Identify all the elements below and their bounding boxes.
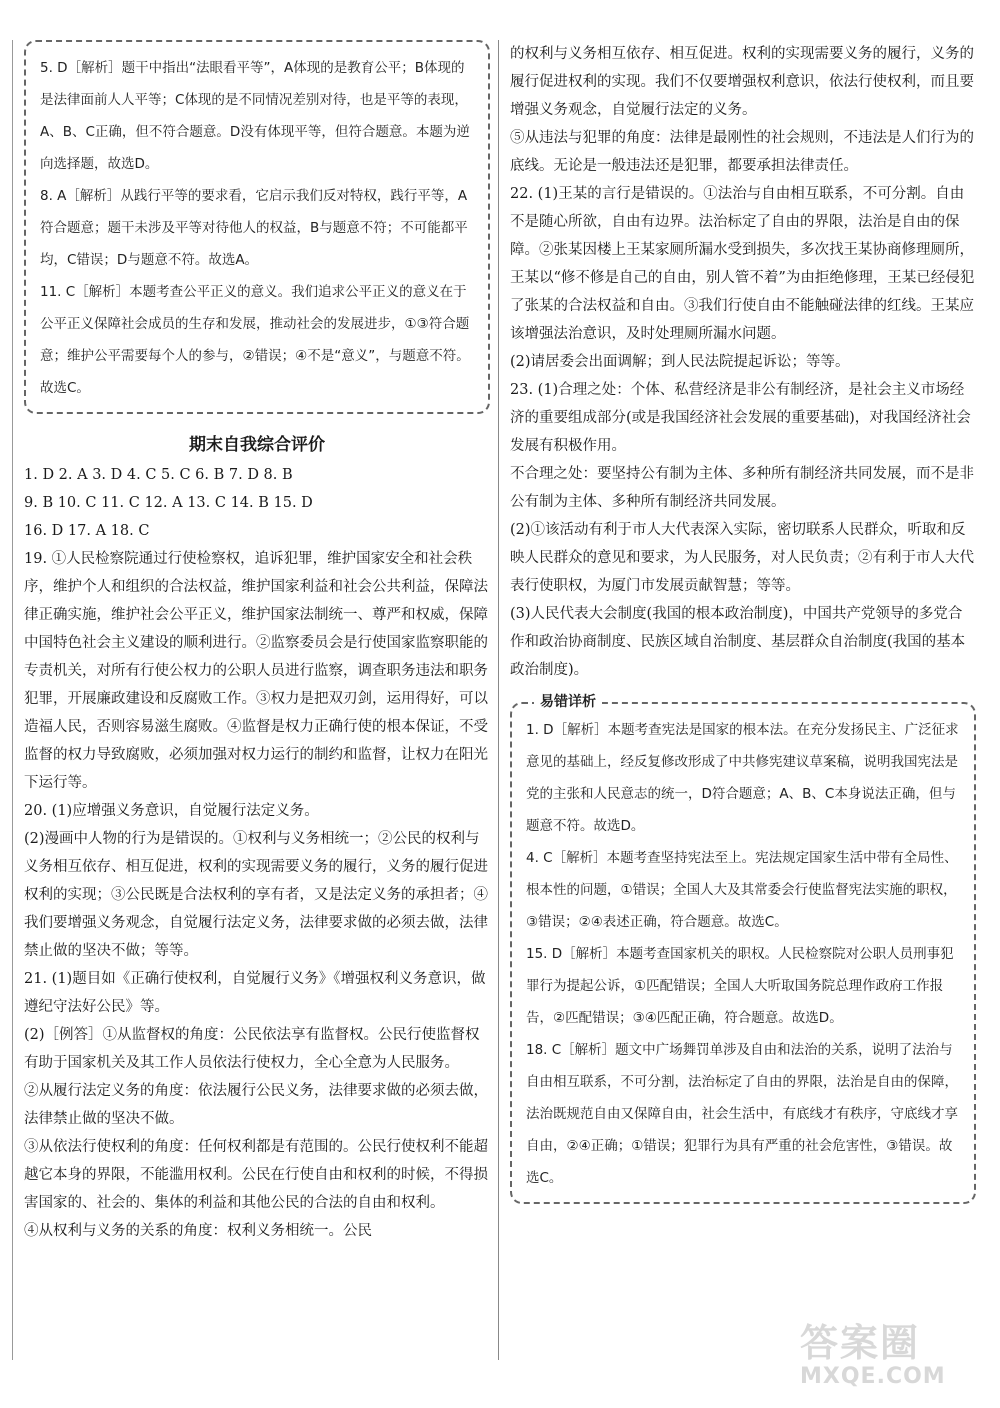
box-item: 18. C［解析］题文中广场舞罚单涉及自由和法治的关系，说明了法治与自由相互联系，不可分割，法治标定了自由的界限，法治是自由的保障，法治既规范自由又保障自由，社会生活中，有底线才有秩序，守底线才享自由，②④正确；①错误；犯罪行为具有严重的社会危害性，③错误。故选C。 [526,1042,958,1186]
section-title: 期末自我综合评价 [189,435,325,455]
question-21-continued: 的权利与义务相互依存、相互促进。权利的实现需要义务的履行，义务的履行促进权利的实现。我们不仅要增强权利意识，依法行使权利，而且要增强义务观念，自觉履行法定的义务。 [510,46,974,118]
question-21-part-2: (2)［例答］①从监督权的角度：公民依法享有监督权。公民行使监督权有助于国家机关及其工作人员依法行使权力，全心全意为人民服务。 [24,1027,480,1071]
box-item: 1. D［解析］本题考查宪法是国家的根本法。在充分发扬民主、广泛征求意见的基础上，经反复修改形成了中共修宪建议草案稿，说明我国宪法是党的主张和人民意志的统一，D符合题意；A、B、C本身说法正确，但与题意不符。故选D。 [526,722,959,834]
question-21-part-5: ④从权利与义务的关系的角度：权利义务相统一。公民 [24,1223,372,1239]
left-edge-rule [12,40,13,1360]
question-21-part-3: ②从履行法定义务的角度：依法履行公民义务，法律要求做的必须去做，法律禁止做的坚决不做。 [24,1083,488,1127]
box-item: 11. C［解析］本题考查公平正义的意义。我们追求公平正义的意义在于公平正义保障社会成员的生存和发展，推动社会的发展进步，①③符合题意；维护公平需要每个人的参与，②错误；④不是“意义”，与题意不符。故选C。 [40,284,470,396]
right-dashed-box [510,694,976,1204]
column-divider [498,40,499,1360]
site-watermark [800,1322,990,1402]
question-21-part-4: ③从依法行使权利的角度：任何权利都是有范围的。公民行使权利不能超越它本身的界限，不能滥用权利。公民在行使自由和权利的时候，不得损害国家的、社会的、集体的利益和其他公民的合法的自由和权利。 [24,1139,488,1211]
box-item: 5. D［解析］题干中指出“法眼看平等”，A体现的是教育公平；B体现的是法律面前人人平等；C体现的是不同情况差别对待，也是平等的表现，A、B、C正确，但不符合题意。D没有体现平等，但符合题意。本题为逆向选择题，故选D。 [40,60,470,172]
question-19: 19. ①人民检察院通过行使检察权，追诉犯罪，维护国家安全和社会秩序，维护个人和组织的合法权益，维护国家利益和社会公共利益，保障法律正确实施，维护社会公平正义，维护国家法制统一、尊严和权威，保障中国特色社会主义建设的顺利进行。②监察委员会是行使国家监察职能的专责机关，对所有行使公权力的公职人员进行监察，调查职务违法和职务犯罪，开展廉政建设和反腐败工作。③权力是把双刃剑，运用得好，可以造福人民，否则容易滋生腐败。④监督是权力正确行使的根本保证，不受监督的权力导致腐败，必须加强对权力运行的制约和监督，让权力在阳光下运行等。 [24,551,488,791]
question-23-part-2: 不合理之处：要坚持公有制为主体、多种所有制经济共同发展，而不是非公有制为主体、多种所有制经济共同发展。 [510,466,974,510]
question-23-part-3: (2)①该活动有利于市人大代表深入实际，密切联系人民群众，听取和反映人民群众的意见和要求，为人民服务，对人民负责；②有利于市人大代表行使职权，为厦门市发展贡献智慧；等等。 [510,522,974,594]
box-item: 8. A［解析］从践行平等的要求看，它启示我们反对特权，践行平等，A符合题意；题干未涉及平等对待他人的权益，B与题意不符；不可能都平均，C错误；D与题意不符。故选A。 [40,188,468,268]
question-22-part-2: (2)请居委会出面调解；到人民法院提起诉讼；等等。 [510,354,850,370]
watermark-logo-text: 答案圈 [800,1321,921,1365]
answer-line: 1. D 2. A 3. D 4. C 5. C 6. B 7. D 8. B [24,467,293,483]
answer-line: 9. B 10. C 11. C 12. A 13. C 14. B 15. D [24,495,313,511]
question-21-part-1: 21. (1)题目如《正确行使权利，自觉履行义务》《增强权利义务意识，做遵纪守法好公民》等。 [24,971,486,1015]
left-column [24,40,490,1245]
box-item: 4. C［解析］本题考查坚持宪法至上。宪法规定国家生活中带有全局性、根本性的问题，①错误；全国人大及其常委会行使监督宪法实施的职权，③错误；②④表述正确，符合题意。故选C。 [526,850,958,930]
question-20-part-1: 20. (1)应增强义务意识，自觉履行法定义务。 [24,803,319,819]
question-20-part-2: (2)漫画中人物的行为是错误的。①权利与义务相统一；②公民的权利与义务相互依存、相互促进，权利的实现需要义务的履行，义务的履行促进权利的实现；③公民既是合法权利的享有者，又是法定义务的承担者；④我们要增强义务观念，自觉履行法定义务，法律要求做的必须去做，法律禁止做的坚决不做；等等。 [24,831,488,959]
answer-key [24,461,490,545]
question-21-part-6: ⑤从违法与犯罪的角度：法律是最刚性的社会规则，不违法是人们行为的底线。无论是一般违法还是犯罪，都要承担法律责任。 [510,130,974,174]
question-23-part-1: 23. (1)合理之处：个体、私营经济是非公有制经济，是社会主义市场经济的重要组成部分(或是我国经济社会发展的重要基础)，对我国经济社会发展有积极作用。 [510,382,971,454]
question-22-part-1: 22. (1)王某的言行是错误的。①法治与自由相互联系，不可分割。自由不是随心所欲，自由有边界。法治标定了自由的界限，法治是自由的保障。②张某因楼上王某家厕所漏水受到损失，多次找王某协商修理厕所，王某以“修不修是自己的自由，别人管不着”为由拒绝修理，王某已经侵犯了张某的合法权益和自由。③我们行使自由不能触碰法律的红线。王某应该增强法治意识，及时处理厕所漏水问题。 [510,186,975,342]
box-title: 易错详析 [534,692,602,712]
right-column [510,40,976,1204]
left-dashed-box [24,40,490,414]
watermark-url: MXQE.COM [800,1364,946,1389]
answer-line: 16. D 17. A 18. C [24,523,150,539]
box-item: 15. D［解析］本题考查国家机关的职权。人民检察院对公职人员刑事犯罪行为提起公诉，①匹配错误；全国人大听取国务院总理作政府工作报告，②匹配错误；③④匹配正确，符合题意。故选D。 [526,946,954,1026]
question-23-part-4: (3)人民代表大会制度(我国的根本政治制度)，中国共产党领导的多党合作和政治协商制度、民族区域自治制度、基层群众自治制度(我国的基本政治制度)。 [510,606,966,678]
